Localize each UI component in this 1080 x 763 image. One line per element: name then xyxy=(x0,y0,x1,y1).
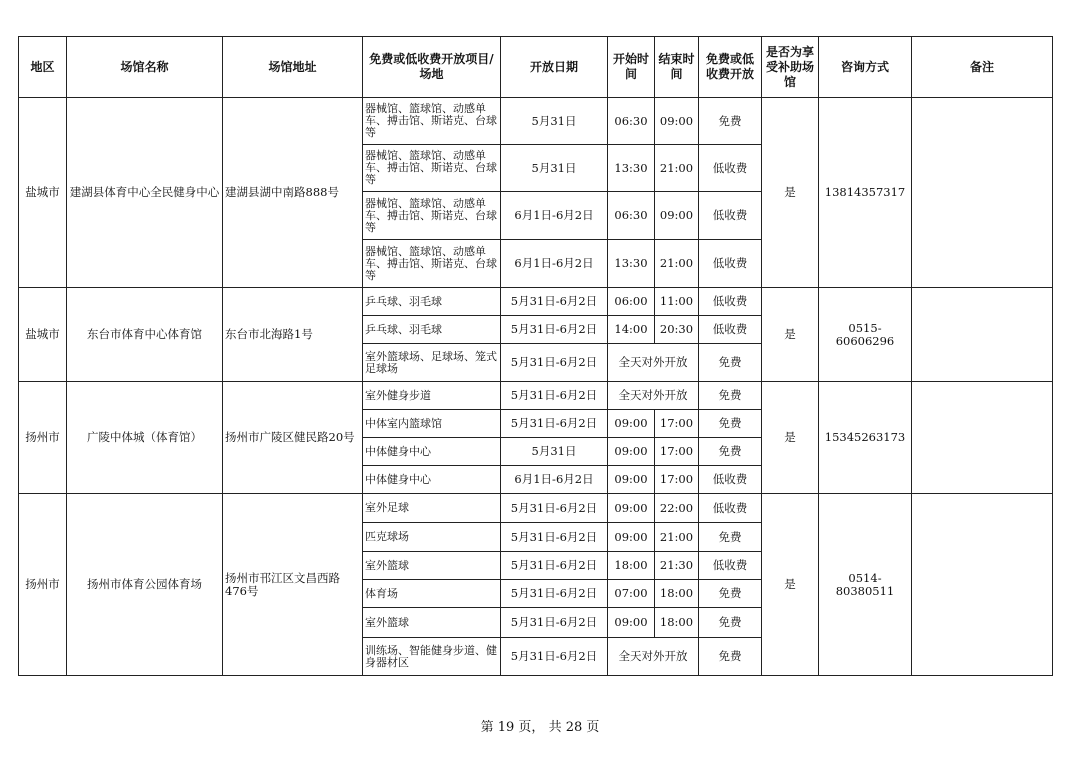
venue-name-cell: 扬州市体育公园体育场 xyxy=(67,494,223,676)
start-time-cell: 06:30 xyxy=(608,192,655,240)
fee-cell: 低收费 xyxy=(699,552,762,580)
venue-name-cell: 建湖县体育中心全民健身中心 xyxy=(67,98,223,288)
region-cell: 扬州市 xyxy=(19,494,67,676)
fee-cell: 低收费 xyxy=(699,192,762,240)
date-cell: 6月1日-6月2日 xyxy=(501,240,608,288)
header-remark: 备注 xyxy=(912,37,1053,98)
region-cell: 盐城市 xyxy=(19,288,67,382)
end-time-cell: 09:00 xyxy=(655,98,699,145)
start-time-cell: 18:00 xyxy=(608,552,655,580)
remark-cell xyxy=(912,382,1053,494)
date-cell: 5月31日 xyxy=(501,98,608,145)
start-time-cell: 13:30 xyxy=(608,240,655,288)
end-time-cell: 17:00 xyxy=(655,438,699,466)
date-cell: 5月31日-6月2日 xyxy=(501,580,608,608)
fee-cell: 免费 xyxy=(699,438,762,466)
date-cell: 5月31日-6月2日 xyxy=(501,288,608,316)
fee-cell: 低收费 xyxy=(699,288,762,316)
contact-cell: 13814357317 xyxy=(819,98,912,288)
fee-cell: 免费 xyxy=(699,523,762,552)
header-item: 免费或低收费开放项目/场地 xyxy=(363,37,501,98)
contact-cell: 0514-80380511 xyxy=(819,494,912,676)
fee-cell: 免费 xyxy=(699,638,762,676)
item-cell: 器械馆、篮球馆、动感单车、搏击馆、斯诺克、台球等 xyxy=(363,145,501,192)
fee-cell: 低收费 xyxy=(699,145,762,192)
region-cell: 盐城市 xyxy=(19,98,67,288)
contact-cell: 15345263173 xyxy=(819,382,912,494)
item-cell: 乒乓球、羽毛球 xyxy=(363,288,501,316)
date-cell: 5月31日-6月2日 xyxy=(501,410,608,438)
end-time-cell: 18:00 xyxy=(655,608,699,638)
date-cell: 5月31日-6月2日 xyxy=(501,494,608,523)
fee-cell: 免费 xyxy=(699,344,762,382)
end-time-cell: 17:00 xyxy=(655,410,699,438)
fee-cell: 低收费 xyxy=(699,466,762,494)
venue-name-cell: 东台市体育中心体育馆 xyxy=(67,288,223,382)
contact-cell: 0515-60606296 xyxy=(819,288,912,382)
region-cell: 扬州市 xyxy=(19,382,67,494)
item-cell: 乒乓球、羽毛球 xyxy=(363,316,501,344)
fee-cell: 免费 xyxy=(699,382,762,410)
table-row xyxy=(19,98,1053,145)
item-cell: 器械馆、篮球馆、动感单车、搏击馆、斯诺克、台球等 xyxy=(363,240,501,288)
header-date: 开放日期 xyxy=(501,37,608,98)
venue-name-cell: 广陵中体城（体育馆） xyxy=(67,382,223,494)
header-subsidy: 是否为享受补助场馆 xyxy=(762,37,819,98)
date-cell: 5月31日 xyxy=(501,145,608,192)
table-row xyxy=(19,288,1053,316)
remark-cell xyxy=(912,98,1053,288)
remark-cell xyxy=(912,288,1053,382)
table-body xyxy=(19,98,1053,676)
header-venue-address: 场馆地址 xyxy=(223,37,363,98)
end-time-cell: 21:00 xyxy=(655,145,699,192)
fee-cell: 低收费 xyxy=(699,240,762,288)
venue-address-cell: 东台市北海路1号 xyxy=(223,288,363,382)
fee-cell: 低收费 xyxy=(699,316,762,344)
item-cell: 体育场 xyxy=(363,580,501,608)
start-time-cell: 06:30 xyxy=(608,98,655,145)
item-cell: 中体室内篮球馆 xyxy=(363,410,501,438)
start-time-cell: 09:00 xyxy=(608,608,655,638)
item-cell: 室外篮球场、足球场、笼式足球场 xyxy=(363,344,501,382)
item-cell: 匹克球场 xyxy=(363,523,501,552)
start-time-cell: 09:00 xyxy=(608,466,655,494)
item-cell: 器械馆、篮球馆、动感单车、搏击馆、斯诺克、台球等 xyxy=(363,98,501,145)
venue-address-cell: 扬州市邗江区文昌西路476号 xyxy=(223,494,363,676)
end-time-cell: 11:00 xyxy=(655,288,699,316)
header-region: 地区 xyxy=(19,37,67,98)
venue-address-cell: 扬州市广陵区健民路20号 xyxy=(223,382,363,494)
fee-cell: 低收费 xyxy=(699,494,762,523)
subsidy-cell: 是 xyxy=(762,98,819,288)
item-cell: 训练场、智能健身步道、健身器材区 xyxy=(363,638,501,676)
item-cell: 中体健身中心 xyxy=(363,466,501,494)
allday-cell: 全天对外开放 xyxy=(608,382,699,410)
venue-address-cell: 建湖县湖中南路888号 xyxy=(223,98,363,288)
end-time-cell: 21:30 xyxy=(655,552,699,580)
item-cell: 室外篮球 xyxy=(363,552,501,580)
start-time-cell: 06:00 xyxy=(608,288,655,316)
page-footer: 第 19 页， 共 28 页 xyxy=(480,720,600,735)
allday-cell: 全天对外开放 xyxy=(608,638,699,676)
start-time-cell: 14:00 xyxy=(608,316,655,344)
date-cell: 5月31日-6月2日 xyxy=(501,608,608,638)
start-time-cell: 09:00 xyxy=(608,523,655,552)
end-time-cell: 17:00 xyxy=(655,466,699,494)
item-cell: 室外篮球 xyxy=(363,608,501,638)
subsidy-cell: 是 xyxy=(762,382,819,494)
header-row xyxy=(19,37,1053,98)
date-cell: 5月31日 xyxy=(501,438,608,466)
item-cell: 器械馆、篮球馆、动感单车、搏击馆、斯诺克、台球等 xyxy=(363,192,501,240)
item-cell: 室外健身步道 xyxy=(363,382,501,410)
header-contact: 咨询方式 xyxy=(819,37,912,98)
date-cell: 5月31日-6月2日 xyxy=(501,316,608,344)
header-start: 开始时间 xyxy=(608,37,655,98)
start-time-cell: 09:00 xyxy=(608,438,655,466)
fee-cell: 免费 xyxy=(699,608,762,638)
header-venue-name: 场馆名称 xyxy=(67,37,223,98)
start-time-cell: 07:00 xyxy=(608,580,655,608)
table-row xyxy=(19,494,1053,523)
date-cell: 5月31日-6月2日 xyxy=(501,638,608,676)
date-cell: 5月31日-6月2日 xyxy=(501,552,608,580)
end-time-cell: 18:00 xyxy=(655,580,699,608)
date-cell: 5月31日-6月2日 xyxy=(501,382,608,410)
start-time-cell: 13:30 xyxy=(608,145,655,192)
subsidy-cell: 是 xyxy=(762,494,819,676)
venue-table xyxy=(18,36,1053,676)
fee-cell: 免费 xyxy=(699,410,762,438)
start-time-cell: 09:00 xyxy=(608,494,655,523)
header-end: 结束时间 xyxy=(655,37,699,98)
header-fee: 免费或低收费开放 xyxy=(699,37,762,98)
end-time-cell: 09:00 xyxy=(655,192,699,240)
end-time-cell: 22:00 xyxy=(655,494,699,523)
subsidy-cell: 是 xyxy=(762,288,819,382)
end-time-cell: 20:30 xyxy=(655,316,699,344)
date-cell: 5月31日-6月2日 xyxy=(501,523,608,552)
date-cell: 6月1日-6月2日 xyxy=(501,192,608,240)
end-time-cell: 21:00 xyxy=(655,240,699,288)
date-cell: 5月31日-6月2日 xyxy=(501,344,608,382)
item-cell: 室外足球 xyxy=(363,494,501,523)
item-cell: 中体健身中心 xyxy=(363,438,501,466)
remark-cell xyxy=(912,494,1053,676)
end-time-cell: 21:00 xyxy=(655,523,699,552)
fee-cell: 免费 xyxy=(699,98,762,145)
fee-cell: 免费 xyxy=(699,580,762,608)
start-time-cell: 09:00 xyxy=(608,410,655,438)
date-cell: 6月1日-6月2日 xyxy=(501,466,608,494)
table-row xyxy=(19,382,1053,410)
allday-cell: 全天对外开放 xyxy=(608,344,699,382)
